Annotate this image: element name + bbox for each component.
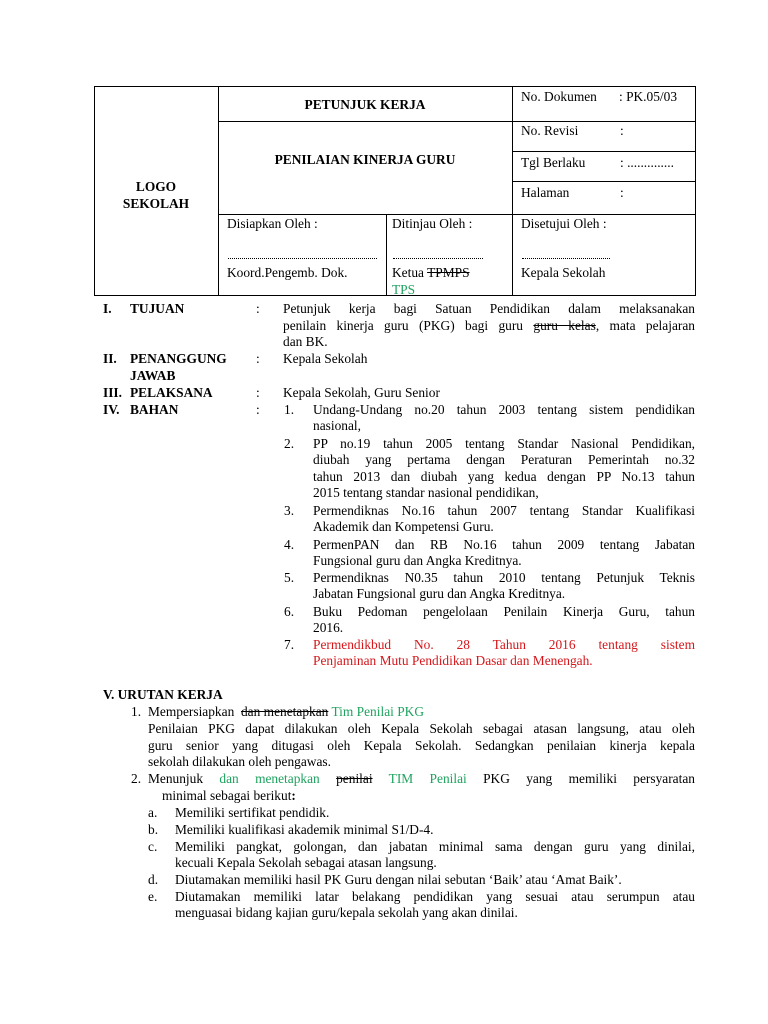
requirement-line: kecuali Kepala Sekolah sebagai atasan langsung. bbox=[175, 855, 437, 870]
reference-line: 2016. bbox=[313, 620, 344, 635]
section-2-title-line1: PENANGGUNG bbox=[130, 351, 227, 366]
doc-type-title: PETUNJUK KERJA bbox=[304, 97, 426, 112]
doc-title: PENILAIAN KINERJA GURU bbox=[274, 152, 456, 167]
section-3-colon: : bbox=[256, 385, 260, 400]
section-3-number: III. bbox=[103, 385, 122, 400]
reference-line: Permendiknas N0.35 tahun 2010 tentang Petunjuk Teknis bbox=[313, 570, 695, 585]
reference-number: 3. bbox=[284, 503, 295, 518]
step-1-body-line: Penilaian PKG dapat dilakukan oleh Kepala Sekolah sebagai atasan langsung, atau oleh bbox=[148, 721, 695, 736]
prepared-by-role: Koord.Pengemb. Dok. bbox=[227, 265, 348, 280]
reference-line: PermenPAN dan RB No.16 tahun 2009 tentang Jabatan bbox=[313, 537, 695, 552]
reviewed-by-role-new: TPS bbox=[392, 282, 416, 297]
prepared-by-signature-line bbox=[228, 258, 377, 259]
section-2-colon: : bbox=[256, 351, 260, 366]
meta-effective-date-label: Tgl Berlaku bbox=[521, 155, 586, 170]
requirement-line: Memiliki sertifikat pendidik. bbox=[175, 805, 330, 820]
section-1-line2-a: penilain kinerja guru (PKG) bagi guru bbox=[283, 318, 523, 333]
section-1-line2-b: , mata pelajaran bbox=[595, 318, 695, 333]
step-1-body-line: guru senior yang ditugasi oleh Kepala Sekolah. Sedangkan penilaian kinerja kepala bbox=[148, 738, 695, 753]
step-1-heading-green: Tim Penilai PKG bbox=[331, 704, 424, 719]
step-2-heading-struck: penilai bbox=[336, 771, 373, 786]
section-2-number: II. bbox=[103, 351, 117, 366]
meta-doc-number-label: No. Dokumen bbox=[521, 89, 597, 104]
meta-page-label: Halaman bbox=[521, 185, 570, 200]
reference-line: PP no.19 tahun 2005 tentang Standar Nasional Pendidikan, bbox=[313, 436, 695, 451]
requirement-line: Memiliki pangkat, golongan, dan jabatan minimal sama dengan guru yang dinilai, bbox=[175, 839, 695, 854]
requirement-line: menguasai bidang kajian guru/kepala sekolah yang akan dinilai. bbox=[175, 905, 518, 920]
section-2-title-line2: JAWAB bbox=[130, 368, 176, 383]
step-1-body-line: sekolah dilakukan oleh pengawas. bbox=[148, 754, 331, 769]
prepared-by-label: Disiapkan Oleh : bbox=[227, 216, 318, 231]
reference-number: 6. bbox=[284, 604, 295, 619]
section-1-text-line3: dan BK. bbox=[283, 334, 328, 349]
step-2-heading-line2 bbox=[162, 788, 296, 804]
requirement-letter: a. bbox=[148, 805, 158, 820]
meta-effective-date-value: : .............. bbox=[620, 155, 674, 170]
meta-revision-label: No. Revisi bbox=[521, 123, 579, 138]
step-2-heading-green1: dan menetapkan bbox=[219, 771, 320, 786]
section-3-title: PELAKSANA bbox=[130, 385, 213, 400]
reference-number: 7. bbox=[284, 637, 295, 652]
reference-line: tahun 2013 dan diubah yang kedua dengan PP No.13 tahun bbox=[313, 469, 695, 484]
step-2-heading-a: Menunjuk bbox=[148, 771, 204, 786]
meta-page-value: : bbox=[620, 185, 624, 200]
section-1-line2-struck: guru kelas bbox=[533, 318, 596, 333]
reviewed-by-label: Ditinjau Oleh : bbox=[392, 216, 473, 231]
meta-revision-value: : bbox=[620, 123, 624, 138]
step-1-heading-struck: dan menetapkan bbox=[240, 704, 329, 719]
requirement-letter: e. bbox=[148, 889, 158, 904]
reference-line: Permendikbud No. 28 Tahun 2016 tentang sistem bbox=[313, 637, 695, 652]
section-1-text-line2 bbox=[283, 318, 695, 334]
reference-line: Akademik dan Kompetensi Guru. bbox=[313, 519, 494, 534]
approved-by-label: Disetujui Oleh : bbox=[521, 216, 607, 231]
reference-line: nasional, bbox=[313, 418, 361, 433]
section-1-text-line1: Petunjuk kerja bagi Satuan Pendidikan dalam melaksanakan bbox=[283, 301, 695, 316]
approved-by-signature-line bbox=[522, 258, 610, 259]
step-2-heading bbox=[148, 771, 695, 787]
reference-number: 4. bbox=[284, 537, 295, 552]
section-1-title: TUJUAN bbox=[130, 301, 185, 316]
section-4-title: BAHAN bbox=[130, 402, 179, 417]
step-2-heading-b: PKG yang memiliki persyaratan bbox=[483, 771, 695, 786]
reference-line: Penjaminan Mutu Pendidikan Dasar dan Menengah. bbox=[313, 653, 593, 668]
reference-line: diubah yang pertama dengan Peraturan Pemerintah no.32 bbox=[313, 452, 695, 467]
reference-number: 5. bbox=[284, 570, 295, 585]
requirement-line: Diutamakan memiliki latar belakang pendidikan yang sesuai atau serumpun atau bbox=[175, 889, 695, 904]
reference-line: Buku Pedoman pengelolaan Penilain Kinerja Guru, tahun bbox=[313, 604, 695, 619]
reference-number: 1. bbox=[284, 402, 295, 417]
step-2-heading-green2: TIM Penilai bbox=[388, 771, 467, 786]
requirement-letter: d. bbox=[148, 872, 159, 887]
section-1-colon: : bbox=[256, 301, 260, 316]
reviewed-by-role bbox=[392, 265, 470, 281]
step-2-heading-line2-text: minimal sebagai berikut bbox=[162, 788, 292, 803]
section-1-number: I. bbox=[103, 301, 112, 316]
reviewed-by-signature-line bbox=[393, 258, 483, 259]
logo-line1: LOGO bbox=[135, 179, 177, 194]
reviewed-by-role-struck: TPMPS bbox=[427, 265, 470, 280]
requirement-letter: c. bbox=[148, 839, 158, 854]
section-4-colon: : bbox=[256, 402, 260, 417]
reference-line: Fungsional guru dan Angka Kreditnya. bbox=[313, 553, 522, 568]
requirement-line: Memiliki kualifikasi akademik minimal S1/D-4. bbox=[175, 822, 434, 837]
meta-doc-number-value: : PK.05/03 bbox=[619, 89, 678, 104]
step-1-heading bbox=[148, 704, 424, 720]
step-1-heading-a: Mempersiapkan bbox=[148, 704, 235, 719]
requirement-letter: b. bbox=[148, 822, 159, 837]
requirement-line: Diutamakan memiliki hasil PK Guru dengan nilai sebutan ‘Baik’ atau ‘Amat Baik’. bbox=[175, 872, 622, 887]
section-5-title: V. URUTAN KERJA bbox=[103, 687, 223, 702]
section-4-number: IV. bbox=[103, 402, 120, 417]
step-1-number: 1. bbox=[131, 704, 142, 719]
step-2-heading-colon: : bbox=[291, 788, 296, 803]
reference-line: Jabatan Fungsional guru dan Angka Kreditnya. bbox=[313, 586, 566, 601]
section-3-text: Kepala Sekolah, Guru Senior bbox=[283, 385, 440, 400]
reviewed-by-role-prefix: Ketua bbox=[392, 265, 424, 280]
reference-line: Undang-Undang no.20 tahun 2003 tentang sistem pendidikan bbox=[313, 402, 695, 417]
step-2-number: 2. bbox=[131, 771, 142, 786]
logo-line2: SEKOLAH bbox=[122, 196, 190, 211]
reference-line: Permendiknas No.16 tahun 2007 tentang Standar Kualifikasi bbox=[313, 503, 695, 518]
reference-line: 2015 tentang standar nasional pendidikan, bbox=[313, 485, 539, 500]
approved-by-role: Kepala Sekolah bbox=[521, 265, 606, 280]
section-2-text: Kepala Sekolah bbox=[283, 351, 368, 366]
reference-number: 2. bbox=[284, 436, 295, 451]
